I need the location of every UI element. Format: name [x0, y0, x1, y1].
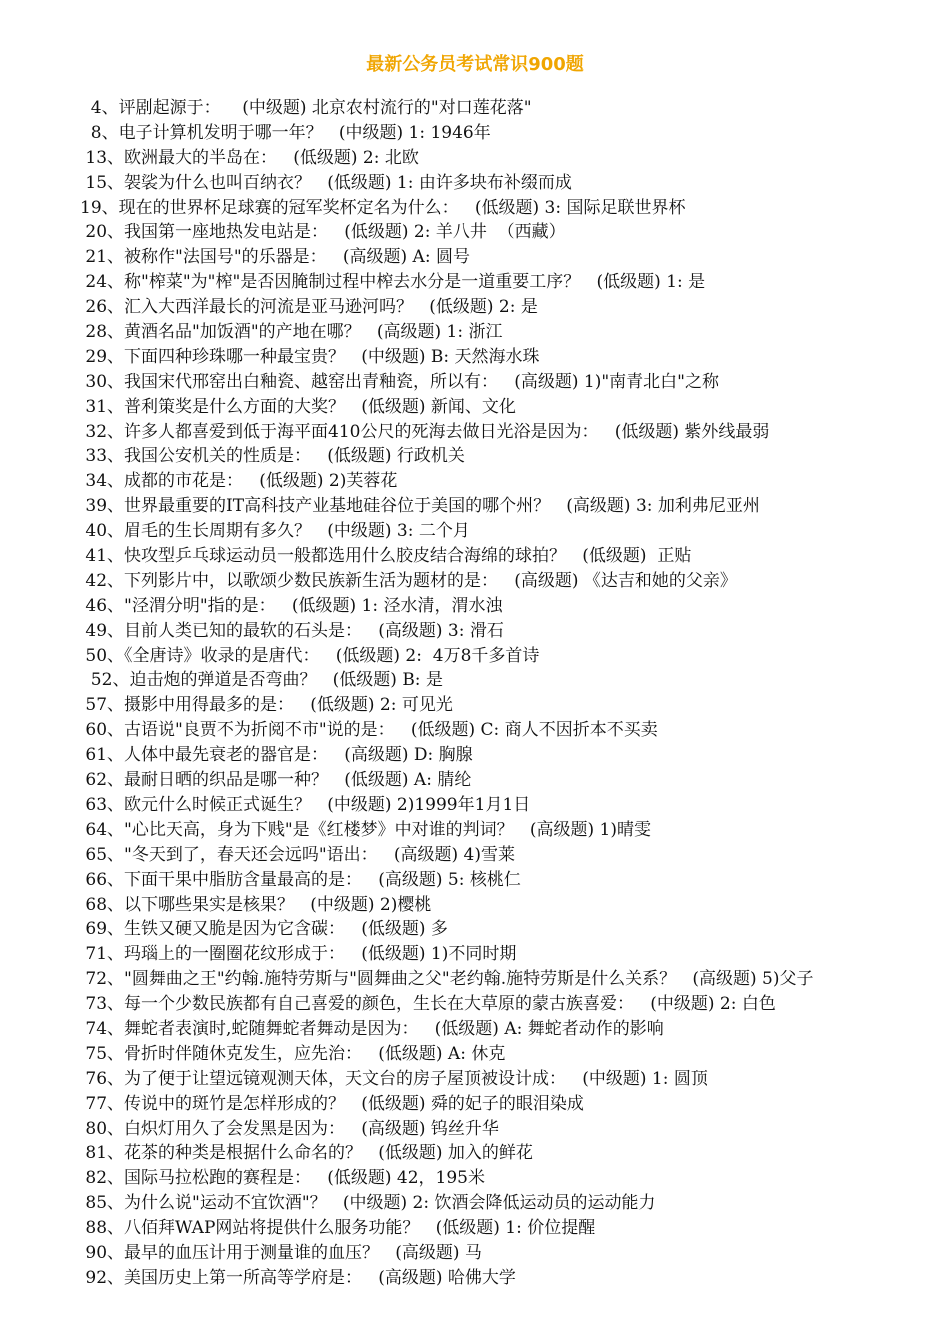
question-text: 26、汇入大西洋最长的河流是亚马逊河吗？ (低级题) 2: 是: [80, 297, 538, 318]
question-item: [80, 121, 940, 146]
question-item: [80, 1141, 940, 1166]
question-text: 29、下面四种珍珠哪一种最宝贵？ (中级题) B: 天然海水珠: [80, 346, 540, 367]
question-text: 41、快攻型乒乓球运动员一般都选用什么胶皮结合海绵的球拍？ (低级题) 正贴: [80, 546, 692, 567]
question-item: [80, 1191, 940, 1216]
question-item: [80, 893, 940, 918]
question-text: 33、我国公安机关的性质是： (低级题) 行政机关: [80, 446, 465, 467]
question-text: 68、以下哪些果实是核果？ (中级题) 2)樱桃: [80, 894, 432, 915]
question-text: 24、称"榨菜"为"榨"是否因腌制过程中榨去水分是一道重要工序？ (低级题) 1: 是: [80, 272, 706, 293]
question-text: 50、《全唐诗》收录的是唐代： (低级题) 2: 4万8千多首诗: [80, 645, 540, 666]
question-text: 75、骨折时伴随休克发生，应先治： (低级题) A: 休克: [80, 1043, 506, 1064]
question-item: [80, 96, 940, 121]
question-text: 28、黄酒名品"加饭酒"的产地在哪？ (高级题) 1: 浙江: [80, 322, 503, 343]
question-text: 15、袈裟为什么也叫百纳衣？ (低级题) 1: 由许多块布补缀而成: [80, 172, 572, 193]
question-item: [80, 370, 940, 395]
question-text: 92、美国历史上第一所高等学府是： (高级题) 哈佛大学: [80, 1267, 516, 1288]
question-text: 8、电子计算机发明于哪一年？ (中级题) 1: 1946年: [80, 122, 491, 143]
question-item: [80, 519, 940, 544]
question-item: [80, 395, 940, 420]
question-list: [80, 96, 940, 1291]
question-item: [80, 1042, 940, 1067]
question-text: 21、被称作"法国号"的乐器是： (高级题) A: 圆号: [80, 247, 470, 268]
question-item: [80, 768, 940, 793]
question-text: 73、每一个少数民族都有自己喜爱的颜色，生长在大草原的蒙古族喜爱： (中级题) 2: 白色: [80, 994, 776, 1015]
question-item: [80, 619, 940, 644]
question-text: 66、下面干果中脂肪含量最高的是： (高级题) 5: 核桃仁: [80, 869, 521, 890]
question-item: [80, 967, 940, 992]
question-item: [80, 1017, 940, 1042]
question-text: 32、许多人都喜爱到低于海平面410公尺的死海去做日光浴是因为： (低级题) 紫外线最弱: [80, 421, 770, 442]
question-text: 34、成都的市花是： (低级题) 2)芙蓉花: [80, 471, 398, 492]
question-item: [80, 295, 940, 320]
question-item: [80, 668, 940, 693]
question-item: [80, 718, 940, 743]
question-text: 77、传说中的斑竹是怎样形成的？ (低级题) 舜的妃子的眼泪染成: [80, 1093, 584, 1114]
question-text: 13、欧洲最大的半岛在： (低级题) 2: 北欧: [80, 147, 419, 168]
question-text: 4、评剧起源于： (中级题) 北京农村流行的"对口莲花落": [80, 98, 532, 118]
question-item: [80, 743, 940, 768]
question-item: [80, 469, 940, 494]
question-item: [80, 420, 940, 445]
question-item: [80, 320, 940, 345]
question-text: 65、"冬天到了，春天还会远吗"语出： (高级题) 4)雪莱: [80, 844, 516, 865]
question-item: [80, 171, 940, 196]
question-item: [80, 818, 940, 843]
question-item: [80, 270, 940, 295]
question-text: 20、我国第一座地热发电站是： (低级题) 2: 羊八井 （西藏）: [80, 222, 566, 243]
question-text: 74、舞蛇者表演时,蛇随舞蛇者舞动是因为： (低级题) A: 舞蛇者动作的影响: [80, 1018, 664, 1039]
question-item: [80, 146, 940, 171]
question-item: [80, 693, 940, 718]
question-item: [80, 868, 940, 893]
question-text: 85、为什么说"运动不宜饮酒"？ (中级题) 2: 饮酒会降低运动员的运动能力: [80, 1193, 656, 1214]
question-item: [80, 1117, 940, 1142]
question-text: 40、眉毛的生长周期有多久？ (中级题) 3: 二个月: [80, 521, 470, 542]
question-text: 90、最早的血压计用于测量谁的血压？ (高级题) 马: [80, 1242, 482, 1263]
question-text: 49、目前人类已知的最软的石头是： (高级题) 3: 滑石: [80, 620, 504, 641]
question-text: 64、"心比天高，身为下贱"是《红楼梦》中对谁的判词？ (高级题) 1)晴雯: [80, 819, 652, 840]
question-item: [80, 942, 940, 967]
question-text: 46、"泾渭分明"指的是： (低级题) 1: 泾水清，渭水浊: [80, 595, 503, 616]
question-text: 76、为了便于让望远镜观测天体，天文台的房子屋顶被设计成： (中级题) 1: 圆顶: [80, 1068, 708, 1089]
question-text: 63、欧元什么时候正式诞生？ (中级题) 2)1999年1月1日: [80, 794, 531, 815]
question-text: 61、人体中最先衰老的器官是： (高级题) D: 胸腺: [80, 745, 473, 766]
question-text: 71、玛瑙上的一圈圈花纹形成于： (低级题) 1)不同时期: [80, 944, 517, 965]
question-text: 30、我国宋代邢窑出白釉瓷、越窑出青釉瓷，所以有： (高级题) 1)"南青北白"之称: [80, 371, 720, 392]
question-text: 62、最耐日晒的织品是哪一种？ (低级题) A: 腈纶: [80, 770, 472, 791]
question-item: [80, 444, 940, 469]
document-title: 最新公务员考试常识900题: [366, 54, 584, 75]
question-item: [80, 220, 940, 245]
question-item: [80, 843, 940, 868]
question-item: [80, 196, 940, 221]
question-item: [80, 917, 940, 942]
question-item: [80, 992, 940, 1017]
question-item: [80, 345, 940, 370]
question-item: [80, 1067, 940, 1092]
question-item: [80, 1266, 940, 1291]
question-text: 88、八佰拜WAP网站将提供什么服务功能？ (低级题) 1: 价位提醒: [80, 1218, 596, 1239]
question-item: [80, 245, 940, 270]
question-text: 52、迫击炮的弹道是否弯曲？ (低级题) B: 是: [80, 670, 443, 691]
question-text: 82、国际马拉松跑的赛程是： (低级题) 42，195米: [80, 1168, 485, 1189]
question-text: 42、下列影片中，以歌颂少数民族新生活为题材的是： (高级题) 《达吉和她的父亲》: [80, 570, 737, 591]
question-text: 60、古语说"良贾不为折阅不市"说的是： (低级题) C: 商人不因折本不买卖: [80, 720, 658, 741]
question-text: 39、世界最重要的IT高科技产业基地硅谷位于美国的哪个州？ (高级题) 3: 加利弗尼亚州: [80, 496, 760, 517]
question-item: [80, 793, 940, 818]
question-text: 80、白炽灯用久了会发黑是因为： (高级题) 钨丝升华: [80, 1118, 499, 1139]
question-item: [80, 1092, 940, 1117]
question-text: 31、普利策奖是什么方面的大奖？ (低级题) 新闻、文化: [80, 396, 516, 417]
question-item: [80, 1241, 940, 1266]
question-item: [80, 544, 940, 569]
question-item: [80, 644, 940, 669]
question-item: [80, 594, 940, 619]
question-text: 72、"圆舞曲之王"约翰.施特劳斯与"圆舞曲之父"老约翰.施特劳斯是什么关系？ (高级题) 5)父子: [80, 969, 814, 990]
question-text: 81、花茶的种类是根据什么命名的？ (低级题) 加入的鲜花: [80, 1143, 533, 1164]
question-text: 57、摄影中用得最多的是： (低级题) 2: 可见光: [80, 695, 453, 716]
question-item: [80, 494, 940, 519]
question-text: 69、生铁又硬又脆是因为它含碳： (低级题) 多: [80, 919, 448, 940]
question-item: [80, 1216, 940, 1241]
question-item: [80, 1166, 940, 1191]
question-item: [80, 569, 940, 594]
question-text: 19、现在的世界杯足球赛的冠军奖杯定名为什么： (低级题) 3: 国际足联世界杯: [80, 197, 686, 218]
